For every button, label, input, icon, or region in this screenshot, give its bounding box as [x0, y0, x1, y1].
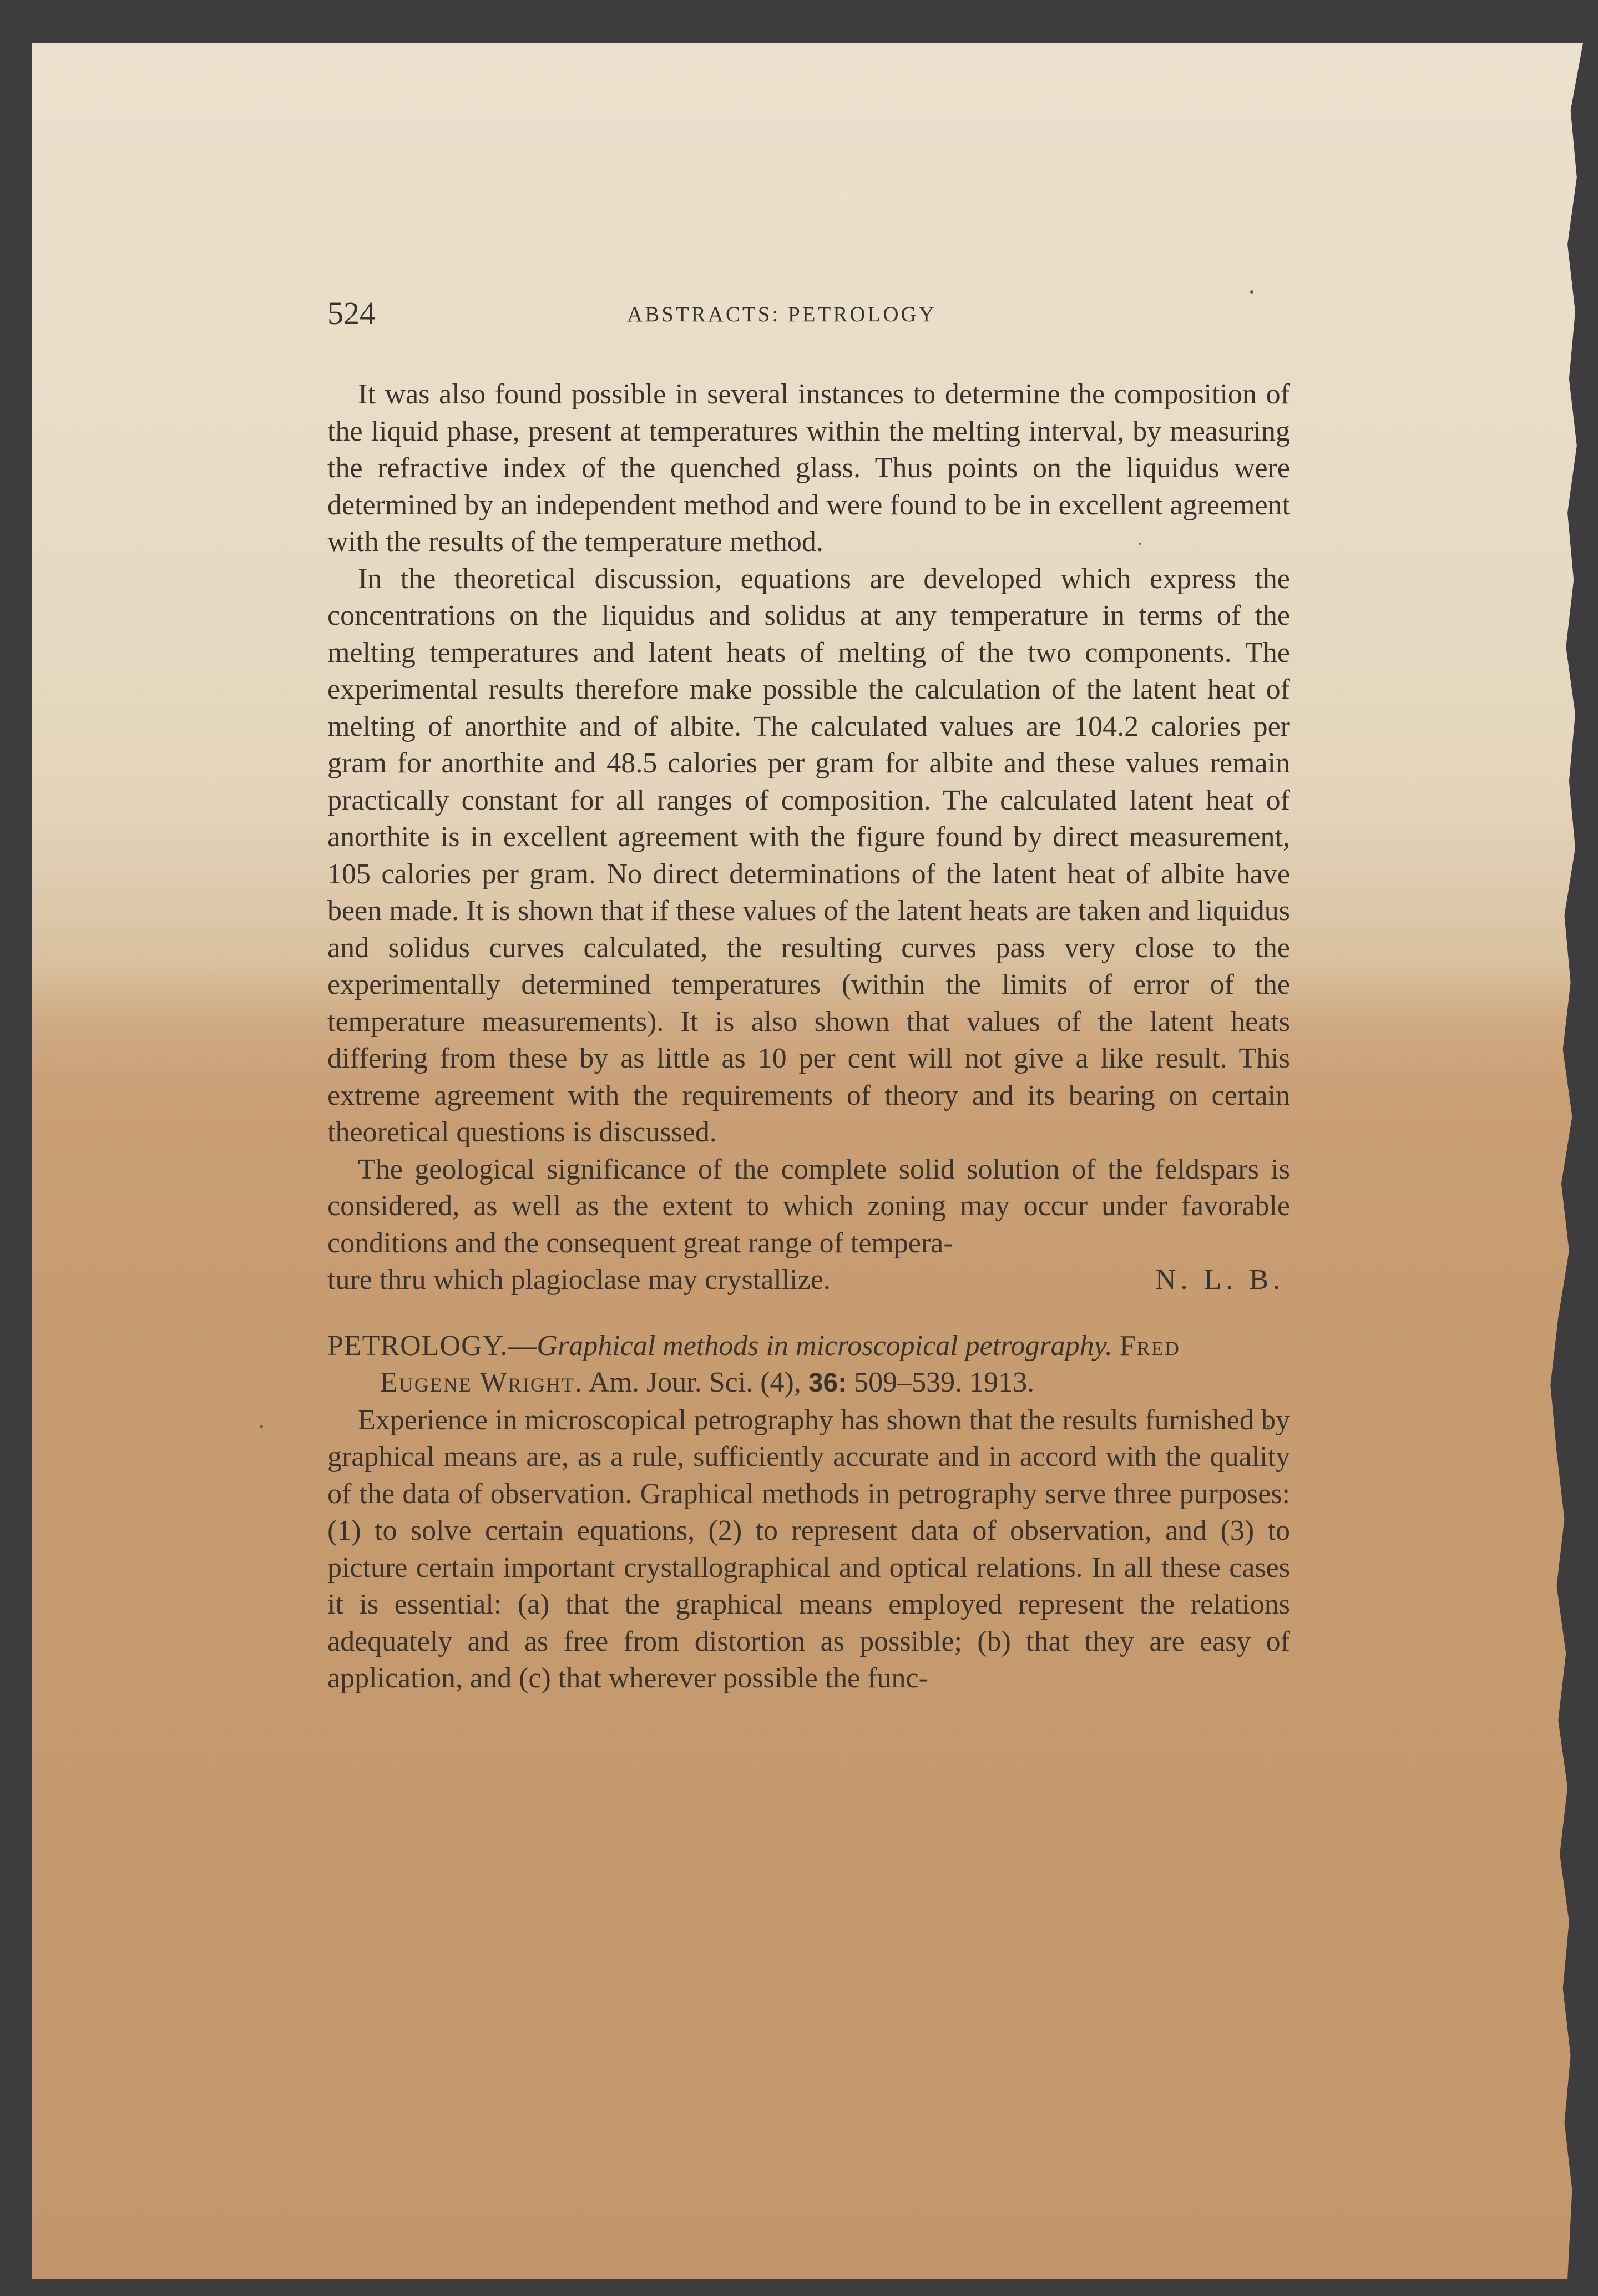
body-paragraph: It was also found possible in several instances to determine the composition of the liquid phase, present at temperatures within the melting interval, by measuring the refractive index of the quenched glass. Thus points on the liquidus were determined by an independent method and were found to be in excellent agreement with the results of the temperature method.: [327, 378, 1290, 558]
body-paragraph: In the theoretical discussion, equations are developed which express the concentrations on the liquidus and solidus at any temperature in terms of the melting temperatures and latent heats of melting of the two components. The experimental results therefore make possible the calculation of the latent heat of melting of anorthite and of albite. The calculated values are 104.2 calories per gram for anorthite and 48.5 calories per gram for albite and these values remain practically constant for all ranges of composition. The calculated latent heat of anorthite is in excellent agreement with the figure found by direct measurement, 105 calories per gram. No direct determinations of the latent heat of albite have been made. It is shown that if these values of the latent heats are taken and liquidus and solidus curves calculated, the resulting curves pass very close to the experimentally determined temperatures (within the limits of error of the temperature measurements). It is also shown that values of the latent heats differing from these by as little as 10 per cent will not give a like result. This extreme agreement with the requirements of theory and its bearing on certain theoretical questions is discussed.: [327, 563, 1290, 1148]
closing-paragraph: The geological significance of the complete solid solution of the feldspars is considered, as well as the extent to which zoning may occur under favorable conditions and the consequent great range of tempera-: [327, 1153, 1290, 1259]
running-head: ABSTRACTS: PETROLOGY: [627, 302, 937, 326]
abstract-entry-citation: [380, 1364, 1290, 1402]
paper-speck: [260, 1425, 263, 1428]
entry-subject: PETROLOGY.: [327, 1329, 508, 1362]
entry-dash: —: [508, 1329, 537, 1362]
entry-volume: 36:: [808, 1368, 847, 1398]
page-number: 524: [327, 295, 376, 331]
entry-author-rest: Eugene Wright.: [380, 1367, 583, 1398]
paper-speck: [1250, 290, 1253, 294]
signature-line: [327, 1262, 1290, 1299]
entry-journal: Am. Jour. Sci. (4),: [589, 1367, 801, 1398]
entry-pages-year: 509–539. 1913.: [854, 1367, 1035, 1398]
abstractor-initials: N. L. B.: [1155, 1264, 1285, 1296]
entry-title: Graphical methods in microscopical petrography.: [537, 1329, 1112, 1362]
entry-paragraph: Experience in microscopical petrography has shown that the results furnished by graphical means are, as a rule, sufficiently accurate and in accord with the quality of the data of observation. Graphical methods in petrography serve three purposes: (1) to solve certain equations, (2) to represent data of observation, and (3) to picture certain important crystallographical and optical relations. In all these cases it is essential: (a) that the graphical means employed represent the relations adequately and as free from distortion as possible; (b) that they are easy of application, and (c) that wherever possible the func-: [327, 1404, 1290, 1694]
entry-author-first: Fred: [1119, 1329, 1180, 1362]
closing-paragraph-last-line: ture thru which plagioclase may crystallize.: [327, 1264, 831, 1296]
article-body: [327, 376, 1290, 1697]
abstract-entry-heading: [327, 1328, 1290, 1365]
